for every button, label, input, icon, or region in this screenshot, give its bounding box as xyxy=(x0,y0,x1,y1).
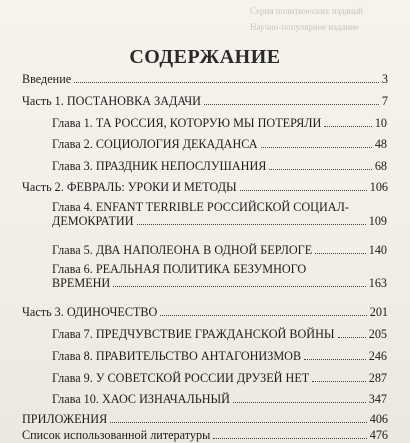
toc-entry xyxy=(22,94,388,108)
toc-entry-page: 163 xyxy=(368,276,387,290)
leader-dots xyxy=(113,285,365,287)
toc-entry-page: 3 xyxy=(381,72,388,86)
toc-entry-page: 140 xyxy=(368,243,387,257)
toc-entry-label: Глава 4. ENFANT TERRIBLE РОССИЙСКОЙ СОЦИАЛ- xyxy=(52,200,349,214)
bleed-through-text: Серия политических изданий xyxy=(250,6,363,16)
toc-entry xyxy=(52,243,387,257)
toc-entry xyxy=(52,159,387,173)
toc-entry-label: Глава 5. ДВА НАПОЛЕОНА В ОДНОЙ БЕРЛОГЕ xyxy=(52,243,313,257)
toc-entry-page: 205 xyxy=(368,327,387,341)
leader-dots xyxy=(324,125,372,127)
toc-entry-label: Список использованной литературы xyxy=(22,428,211,442)
toc-entry-label: Часть 1. ПОСТАНОВКА ЗАДАЧИ xyxy=(22,94,201,108)
toc-entry xyxy=(52,200,387,228)
leader-dots xyxy=(74,81,379,83)
toc-entry xyxy=(22,72,388,86)
toc-entry xyxy=(52,371,387,385)
toc-entry-page: 48 xyxy=(374,137,387,151)
leader-dots xyxy=(338,336,366,338)
toc-entry-page: 10 xyxy=(374,116,387,130)
toc-entry xyxy=(52,392,387,406)
toc-entry-label-cont: ДЕМОКРАТИИ xyxy=(52,214,134,228)
toc-entry-label: ПРИЛОЖЕНИЯ xyxy=(22,412,108,426)
toc-entry-page: 109 xyxy=(368,214,387,228)
toc-entry-label: Часть 2. ФЕВРАЛЬ: УРОКИ И МЕТОДЫ xyxy=(22,180,237,194)
leader-dots xyxy=(315,252,366,254)
toc-entry-page: 7 xyxy=(381,94,388,108)
toc-entry-page: 287 xyxy=(368,371,387,385)
toc-entry-label: Часть 3. ОДИНОЧЕСТВО xyxy=(22,305,158,319)
toc-entry-page: 68 xyxy=(374,159,387,173)
toc-entry xyxy=(52,327,387,341)
toc-entry-label: Глава 9. У СОВЕТСКОЙ РОССИИ ДРУЗЕЙ НЕТ xyxy=(52,371,310,385)
toc-entry xyxy=(22,180,388,194)
toc-entry xyxy=(52,137,387,151)
toc-entry-label-cont: ВРЕМЕНИ xyxy=(52,276,111,290)
leader-dots xyxy=(261,146,372,148)
toc-entry-page: 347 xyxy=(368,392,387,406)
toc-entry-label: Введение xyxy=(22,72,72,86)
leader-dots xyxy=(304,358,366,360)
toc-entry-page: 106 xyxy=(369,180,388,194)
bleed-through-text: Научно-популярное издание xyxy=(250,22,359,32)
leader-dots xyxy=(213,437,366,439)
toc-entry-label: Глава 6. РЕАЛЬНАЯ ПОЛИТИКА БЕЗУМНОГО xyxy=(52,262,307,276)
toc-entry-label: Глава 3. ПРАЗДНИК НЕПОСЛУШАНИЯ xyxy=(52,159,267,173)
leader-dots xyxy=(204,103,379,105)
leader-dots xyxy=(233,401,366,403)
toc-entry-label: Глава 8. ПРАВИТЕЛЬСТВО АНТАГОНИЗМОВ xyxy=(52,349,302,363)
toc-entry-page: 406 xyxy=(369,412,388,426)
leader-dots xyxy=(160,314,366,316)
leader-dots xyxy=(137,223,366,225)
toc-entry xyxy=(22,305,388,319)
leader-dots xyxy=(312,380,366,382)
toc-entry-label: Глава 10. ХАОС ИЗНАЧАЛЬНЫЙ xyxy=(52,392,230,406)
toc-entry xyxy=(52,349,387,363)
toc-entry xyxy=(52,262,387,290)
toc-entry-page: 246 xyxy=(368,349,387,363)
toc-entry-label: Глава 1. ТА РОССИЯ, КОТОРУЮ МЫ ПОТЕРЯЛИ xyxy=(52,116,322,130)
toc-entry xyxy=(52,116,387,130)
page-title: СОДЕРЖАНИЕ xyxy=(129,46,281,68)
toc-entry-page: 201 xyxy=(369,305,388,319)
toc-entry xyxy=(22,428,388,442)
toc-entry-page: 476 xyxy=(369,428,388,442)
leader-dots xyxy=(240,189,367,191)
leader-dots xyxy=(110,421,366,423)
leader-dots xyxy=(269,168,371,170)
toc-entry-label: Глава 2. СОЦИОЛОГИЯ ДЕКАДАНСА xyxy=(52,137,258,151)
toc-entry-label: Глава 7. ПРЕДЧУВСТВИЕ ГРАЖДАНСКОЙ ВОЙНЫ xyxy=(52,327,335,341)
toc-entry xyxy=(22,412,388,426)
